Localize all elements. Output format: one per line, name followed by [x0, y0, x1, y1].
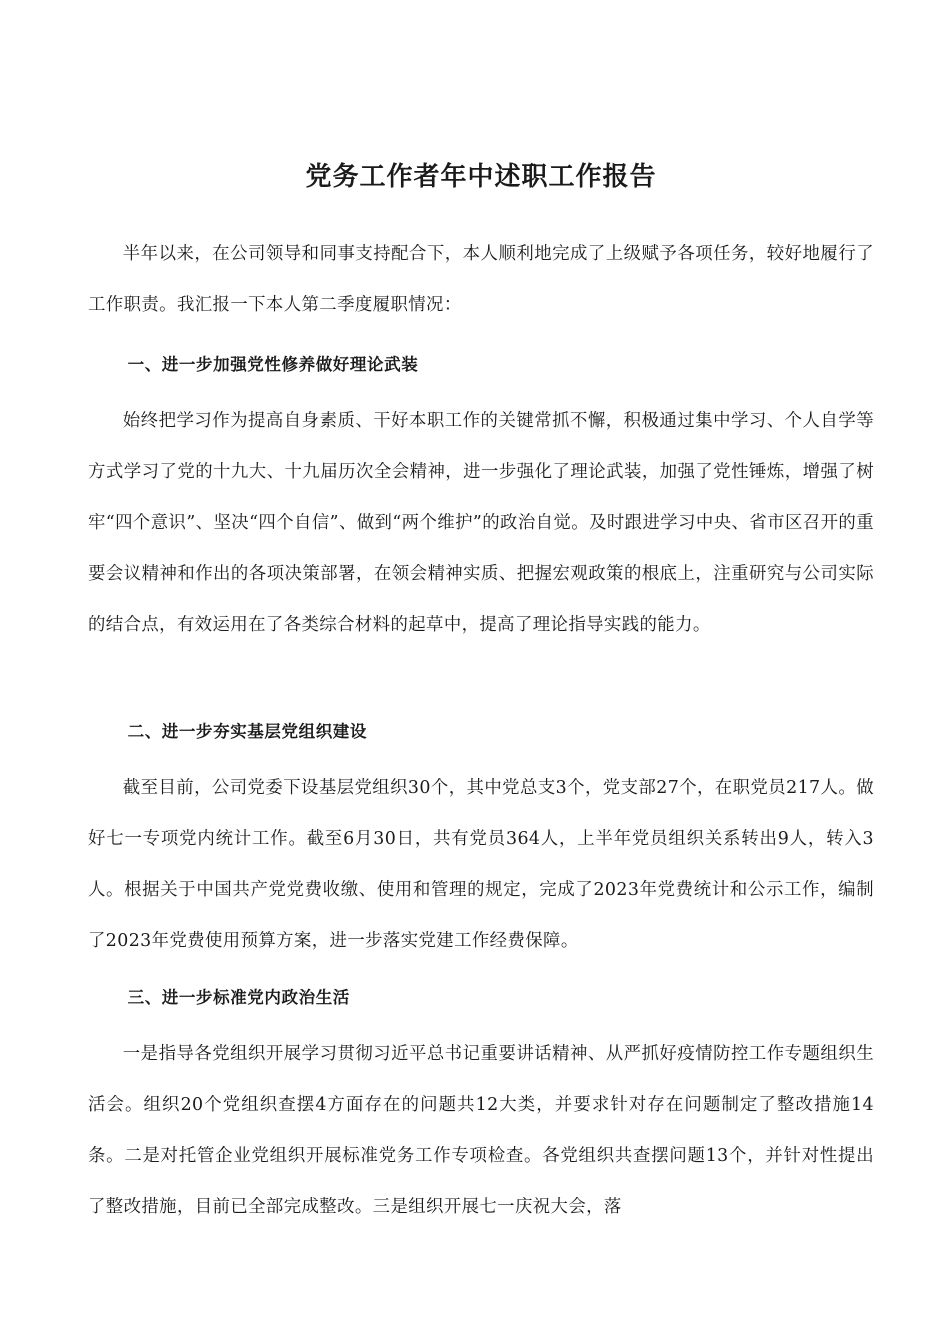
section-1-body: 始终把学习作为提高自身素质、干好本职工作的关键常抓不懈，积极通过集中学习、个人自学等方式学习了党的十九大、十九届历次全会精神，进一步强化了理论武装，加强了党性锤炼，增强了树牢“四个意识”、坚决“四个自信”、做到“两个维护”的政治自觉。及时跟进学习中央、省市区召开的重要会议精神和作出的各项决策部署，在领会精神实质、把握宏观政策的根底上，注重研究与公司实际的结合点，有效运用在了各类综合材料的起草中，提高了理论指导实践的能力。: [88, 411, 874, 635]
section-3-heading: 三、进一步标准党内政治生活: [127, 988, 350, 1007]
section-2-heading: 二、进一步夯实基层党组织建设: [127, 722, 367, 741]
section-3-body: 一是指导各党组织开展学习贯彻习近平总书记重要讲话精神、从严抓好疫情防控工作专题组织生活会。组织20个党组织查摆4方面存在的问题共12大类，并要求针对存在问题制定了整改措施14条。二是对托管企业党组织开展标准党务工作专项检查。各党组织共查摆问题13个，并针对性提出了整改措施，目前已全部完成整改。三是组织开展七一庆祝大会，落: [88, 1044, 874, 1217]
section-1-heading: 一、进一步加强党性修养做好理论武装: [127, 355, 419, 374]
section-2-body: 截至目前，公司党委下设基层党组织30个，其中党总支3个，党支部27个，在职党员217人。做好七一专项党内统计工作。截至6月30日，共有党员364人，上半年党员组织关系转出9人，转入3人。根据关于中国共产党党费收缴、使用和管理的规定，完成了2023年党费统计和公示工作，编制了2023年党费使用预算方案，进一步落实党建工作经费保障。: [88, 778, 874, 951]
intro-paragraph: 半年以来，在公司领导和同事支持配合下，本人顺利地完成了上级赋予各项任务，较好地履行了工作职责。我汇报一下本人第二季度履职情况：: [88, 244, 874, 315]
document-title: 党务工作者年中述职工作报告: [305, 162, 657, 192]
